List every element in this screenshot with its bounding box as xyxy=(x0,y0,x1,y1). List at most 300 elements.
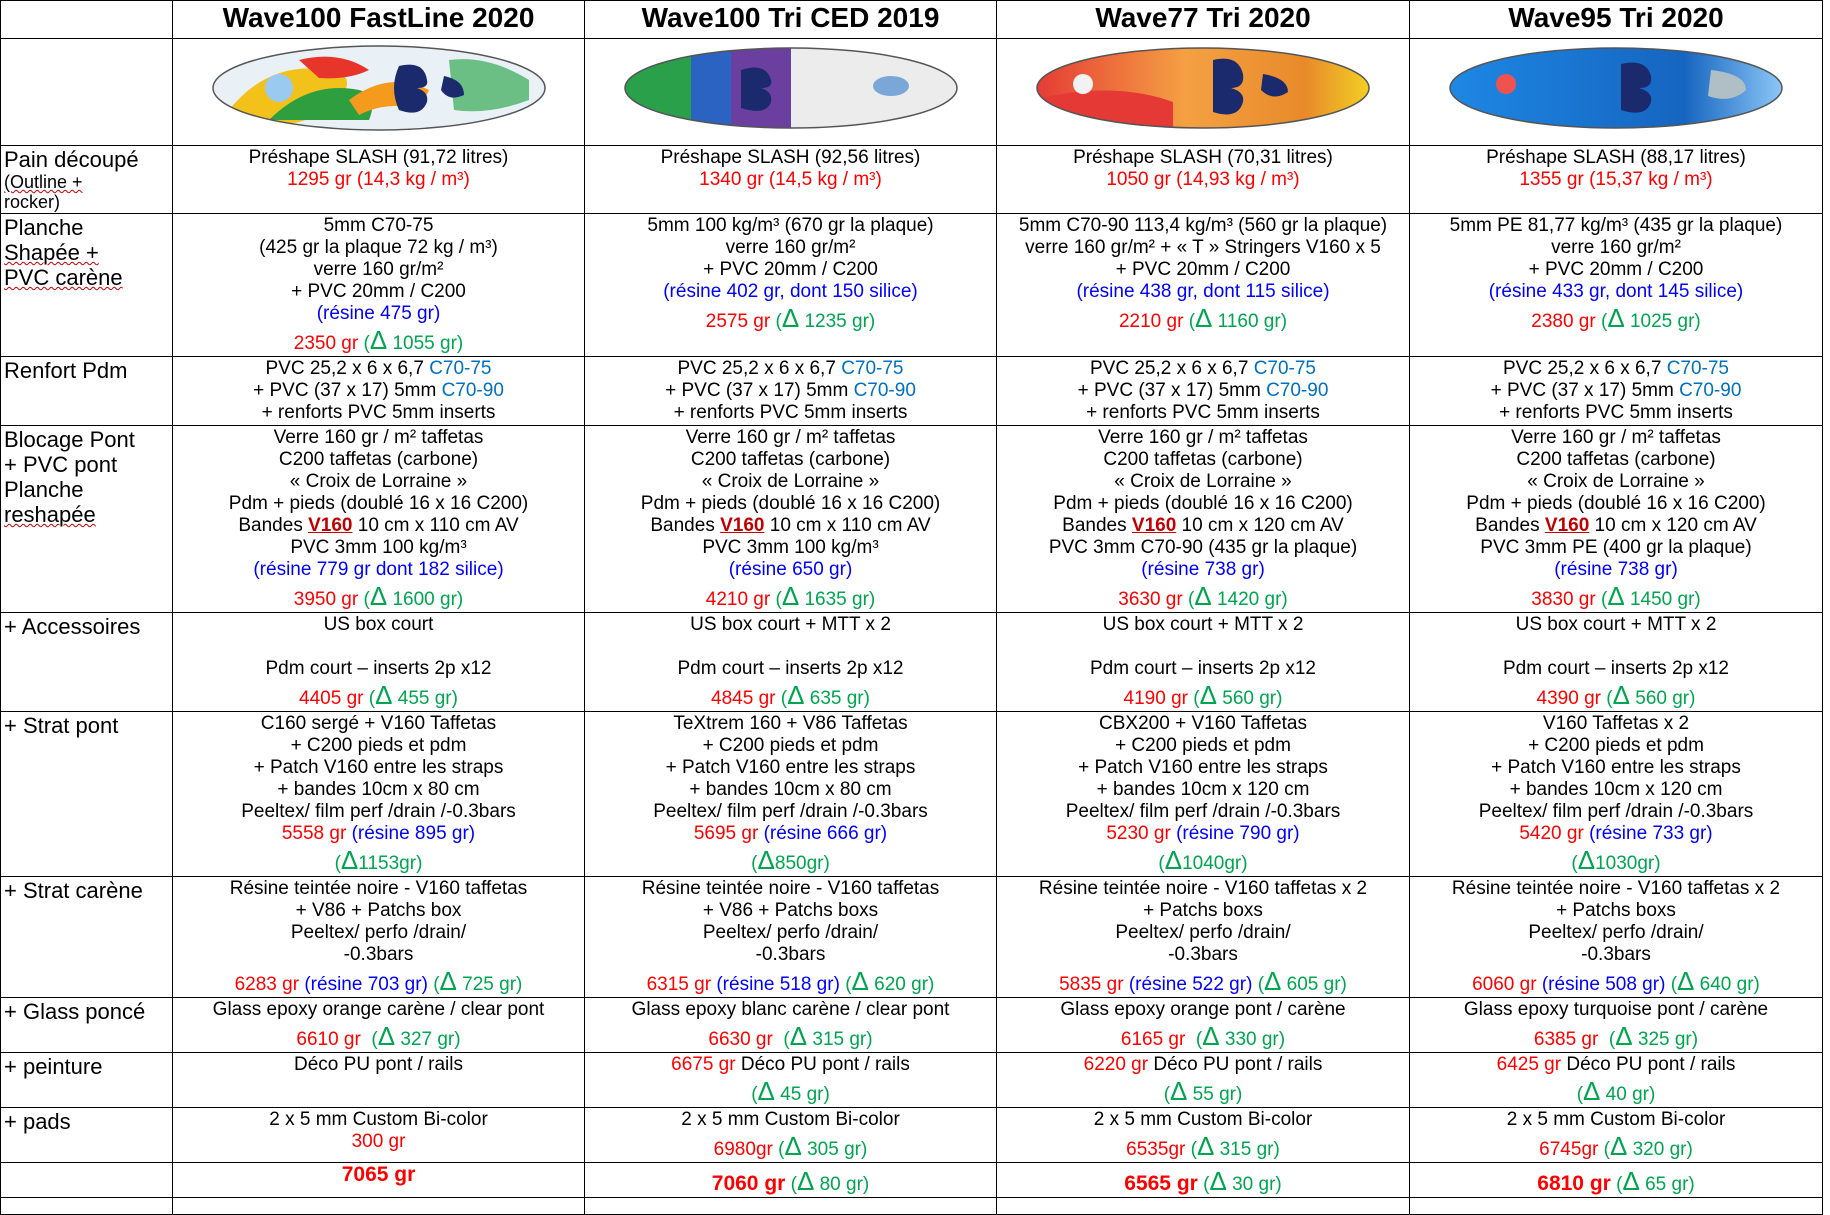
cell-r5-4: US box court + MTT x 2 Pdm court – inserts 2p x12 4390 gr (Δ 560 gr) xyxy=(1410,613,1823,712)
spec-line: 2 x 5 mm Custom Bi-color xyxy=(1093,1109,1313,1130)
spec-line: C160 sergé + V160 Taffetas xyxy=(260,713,497,734)
resin-value: (résine 438 gr, dont 115 silice) xyxy=(1076,281,1330,302)
label-line: PVC carène xyxy=(4,265,123,290)
delta-icon: Δ xyxy=(369,325,388,355)
spec-line: US box court + MTT x 2 xyxy=(1102,614,1304,635)
spec-highlight: C70-90 xyxy=(853,380,916,401)
spec-line: Bandes xyxy=(1062,515,1132,536)
spec-highlight: V160 xyxy=(1131,515,1177,536)
delta-icon: Δ xyxy=(789,1021,808,1051)
cell-total-4: 6810 gr (Δ 65 gr) xyxy=(1410,1163,1823,1198)
cell-r5-3: US box court + MTT x 2 Pdm court – inserts 2p x12 4190 gr (Δ 560 gr) xyxy=(997,613,1410,712)
delta-value: 640 gr xyxy=(1699,974,1754,995)
spec-line: 10 cm x 110 cm AV xyxy=(352,515,519,536)
cell-r8-1: Glass epoxy orange carène / clear pont 6610 gr (Δ 327 gr) xyxy=(173,998,585,1053)
weight-value: 6385 gr xyxy=(1533,1029,1599,1050)
cell-r2-3: 5mm C70-90 113,4 kg/m³ (560 gr la plaque) verre 160 gr/m² + « T » Stringers V160 x 5 + PVC 20mm / C200 (résine 438 gr, dont 115 silice) 2210 gr (Δ 1160 gr) xyxy=(997,214,1410,357)
delta-value: 1030gr xyxy=(1595,853,1655,874)
delta-icon: Δ xyxy=(377,1021,396,1051)
cell-r4-4: Verre 160 gr / m² taffetas C200 taffetas (carbone) « Croix de Lorraine » Pdm + pieds (doublé 16 x 16 C200) Bandes V160 10 cm x 120 cm AV PVC 3mm PE (400 gr la plaque) (résine 738 gr) 3830 gr (Δ 1450 gr) xyxy=(1410,426,1823,613)
total-weight: 6565 gr xyxy=(1124,1172,1198,1195)
spec-line: « Croix de Lorraine » xyxy=(289,471,468,492)
delta-icon: Δ xyxy=(1609,1131,1628,1161)
delta-value: 725 gr xyxy=(462,974,517,995)
cell-r2-2: 5mm 100 kg/m³ (670 gr la plaque) verre 160 gr/m² + PVC 20mm / C200 (résine 402 gr, dont 150 silice) 2575 gr (Δ 1235 gr) xyxy=(585,214,997,357)
label-pads: + pads xyxy=(1,1108,173,1163)
delta-icon: Δ xyxy=(784,1131,802,1161)
empty-cell xyxy=(1,1198,173,1215)
spec-line: US box court + MTT x 2 xyxy=(690,614,891,635)
spec-line: C200 taffetas (carbone) xyxy=(278,449,479,470)
spec-line: (425 gr la plaque 72 kg / m³) xyxy=(259,237,498,258)
spec-line: + V86 + Patchs boxs xyxy=(702,900,879,921)
cell-total-2: 7060 gr (Δ 80 gr) xyxy=(585,1163,997,1198)
resin-value: (résine 433 gr, dont 145 silice) xyxy=(1488,281,1744,302)
spec-line: -0.3bars xyxy=(755,944,826,965)
delta-value: 45 gr xyxy=(780,1084,824,1105)
cell-r10-3: 2 x 5 mm Custom Bi-color 6535gr (Δ 315 gr) xyxy=(997,1108,1410,1163)
delta-icon: Δ xyxy=(781,581,800,611)
weight-value: 2210 gr xyxy=(1118,311,1184,332)
spec-line: Bandes xyxy=(650,515,721,536)
cell-r1-2 xyxy=(585,146,997,214)
spec-line: PVC 25,2 x 6 x 6,7 xyxy=(1089,358,1254,379)
delta-icon: Δ xyxy=(1199,680,1217,710)
cell-total-3: 6565 gr (Δ 30 gr) xyxy=(997,1163,1410,1198)
weight-value: 4390 gr xyxy=(1536,688,1601,709)
weight-value: 6220 gr xyxy=(1083,1054,1149,1075)
spec-highlight: C70-75 xyxy=(841,358,904,379)
spec-line: Peeltex/ perfo /drain/ xyxy=(1115,922,1291,943)
spec-line: + renforts PVC 5mm inserts xyxy=(1499,402,1733,423)
cell-r9-1 xyxy=(173,1053,585,1108)
spec-line: + C200 pieds et pdm xyxy=(702,735,879,756)
delta-icon: Δ xyxy=(1194,581,1212,611)
spec-line: verre 160 gr/m² + « T » Stringers V160 x 5 xyxy=(1025,237,1381,258)
cell-r10-4: 2 x 5 mm Custom Bi-color 6745gr (Δ 320 gr) xyxy=(1410,1108,1823,1163)
label-strat-pont: + Strat pont xyxy=(1,712,173,877)
total-weight: 6810 gr xyxy=(1537,1172,1611,1195)
row-strat-carene xyxy=(1,877,1823,998)
cell-r9-2: 6675 gr Déco PU pont / rails (Δ 45 gr) xyxy=(585,1053,997,1108)
board-title-4: Wave95 Tri 2020 xyxy=(1410,1,1823,39)
weight-value: 6630 gr xyxy=(708,1029,773,1050)
delta-value: 560 gr xyxy=(1222,688,1277,709)
label-strat-carene: + Strat carène xyxy=(1,877,173,998)
spec-line: verre 160 gr/m² xyxy=(313,259,444,280)
spec-line: + bandes 10cm x 120 cm xyxy=(1509,779,1723,800)
spec-line: Déco PU pont / rails xyxy=(735,1054,910,1075)
delta-icon: Δ xyxy=(1164,845,1183,875)
row-strat-pont xyxy=(1,712,1823,877)
cell-r7-1: Résine teintée noire - V160 taffetas + V86 + Patchs box Peeltex/ perfo /drain/ -0.3bars 6283 gr (résine 703 gr) (Δ 725 gr) xyxy=(173,877,585,998)
row-empty-bottom xyxy=(1,1198,1823,1215)
spec-line: + Patchs boxs xyxy=(1556,900,1676,921)
spec-line: Bandes xyxy=(238,515,309,536)
spec-line: verre 160 gr/m² xyxy=(1551,237,1681,258)
row-peinture xyxy=(1,1053,1823,1108)
cell-r4-1: Verre 160 gr / m² taffetas C200 taffetas (carbone) « Croix de Lorraine » Pdm + pieds (doublé 16 x 16 C200) Bandes V160 10 cm x 110 cm AV PVC 3mm 100 kg/m³ (résine 779 gr dont 182 silice) 3950 gr (Δ 1600 gr) xyxy=(173,426,585,613)
delta-icon: Δ xyxy=(1196,1131,1215,1161)
label-line: reshapée xyxy=(4,502,96,527)
spec-line: Peeltex/ perfo /drain/ xyxy=(702,922,879,943)
delta-value: 560 gr xyxy=(1635,688,1690,709)
spec-highlight: C70-75 xyxy=(1666,358,1730,379)
spec-line: Pdm court – inserts 2p x12 xyxy=(265,658,492,679)
spec-line: + PVC (37 x 17) 5mm xyxy=(1077,380,1267,401)
delta-value: 635 gr xyxy=(809,688,864,709)
cell-r2-4: 5mm PE 81,77 kg/m³ (435 gr la plaque) verre 160 gr/m² + PVC 20mm / C200 (résine 433 gr, dont 145 silice) 2380 gr (Δ 1025 gr) xyxy=(1410,214,1823,357)
empty-cell xyxy=(997,1198,1410,1215)
delta-value: 315 gr xyxy=(1219,1139,1274,1160)
delta-icon: Δ xyxy=(369,581,388,611)
spec-line: PVC 25,2 x 6 x 6,7 xyxy=(677,358,842,379)
image-row xyxy=(1,39,1823,146)
spec-line: + bandes 10cm x 80 cm xyxy=(689,779,892,800)
label-line: Planche xyxy=(4,477,84,502)
resin-value: (résine 790 gr) xyxy=(1176,823,1300,844)
spec-line: + Patch V160 entre les straps xyxy=(1491,757,1741,778)
spec-line: CBX200 + V160 Taffetas xyxy=(1099,713,1307,734)
spec-line: C200 taffetas (carbone) xyxy=(1516,449,1716,470)
delta-value: 320 gr xyxy=(1632,1139,1687,1160)
spec-highlight: V160 xyxy=(720,515,765,536)
cell-r6-2: TeXtrem 160 + V86 Taffetas + C200 pieds et pdm + Patch V160 entre les straps + bandes 10cm x 80 cm Peeltex/ film perf /drain /-0.3bars 5695 gr (résine 666 gr) (Δ850gr) xyxy=(585,712,997,877)
preshape-text: Préshape SLASH (70,31 litres) xyxy=(1073,147,1333,168)
spec-line: + renforts PVC 5mm inserts xyxy=(673,402,908,423)
spec-line: Résine teintée noire - V160 taffetas x 2 xyxy=(1451,878,1781,899)
resin-value: (résine 738 gr) xyxy=(1141,559,1265,580)
delta-icon: Δ xyxy=(1202,1021,1220,1051)
label-peinture: + peinture xyxy=(1,1053,173,1108)
row-pain-decoupe xyxy=(1,146,1823,214)
spec-line: + PVC 20mm / C200 xyxy=(1528,259,1704,280)
spec-line: + PVC (37 x 17) 5mm xyxy=(1490,380,1680,401)
label-total xyxy=(1,1163,173,1198)
spec-line: 10 cm x 120 cm AV xyxy=(1176,515,1344,536)
cell-r8-2: Glass epoxy blanc carène / clear pont 6630 gr (Δ 315 gr) xyxy=(585,998,997,1053)
spec-line: Résine teintée noire - V160 taffetas xyxy=(641,878,940,899)
delta-value: 1153gr xyxy=(358,853,417,874)
delta-value: 325 gr xyxy=(1637,1029,1692,1050)
resin-value: (résine 779 gr dont 182 silice) xyxy=(253,559,504,580)
cell-total-1 xyxy=(173,1163,585,1198)
spec-line: 5mm C70-75 xyxy=(323,215,434,236)
cell-r6-4: V160 Taffetas x 2 + C200 pieds et pdm + Patch V160 entre les straps + bandes 10cm x 120 cm Peeltex/ film perf /drain /-0.3bars 5420 gr (résine 733 gr) (Δ1030gr) xyxy=(1410,712,1823,877)
spec-line: + renforts PVC 5mm inserts xyxy=(1086,402,1320,423)
cell-r2-1: 5mm C70-75 (425 gr la plaque 72 kg / m³) verre 160 gr/m² + PVC 20mm / C200 (résine 475 gr) 2350 gr (Δ 1055 gr) xyxy=(173,214,585,357)
empty-cell xyxy=(1410,1198,1823,1215)
spec-line: PVC 25,2 x 6 x 6,7 xyxy=(265,358,430,379)
spec-line: PVC 3mm 100 kg/m³ xyxy=(290,537,467,558)
delta-value: 1025 gr xyxy=(1629,311,1695,332)
board-4-illustration xyxy=(1446,40,1786,136)
board-image-2 xyxy=(585,39,997,146)
spec-line: + PVC 20mm / C200 xyxy=(291,281,466,302)
total-weight: 7065 gr xyxy=(341,1163,416,1186)
spec-line: verre 160 gr/m² xyxy=(725,237,856,258)
weight-value: 1355 gr (15,37 kg / m³) xyxy=(1519,169,1713,190)
spec-highlight: C70-90 xyxy=(1679,380,1742,401)
spec-line: V160 Taffetas x 2 xyxy=(1542,713,1690,734)
board-title-2: Wave100 Tri CED 2019 xyxy=(585,1,997,39)
weight-value: 1295 gr (14,3 kg / m³) xyxy=(287,169,470,190)
delta-icon: Δ xyxy=(1264,966,1282,996)
spec-line: -0.3bars xyxy=(1168,944,1238,965)
spec-line: Verre 160 gr / m² taffetas xyxy=(1098,427,1308,448)
spec-line: Déco PU pont / rails xyxy=(1148,1054,1323,1075)
board-title-3: Wave77 Tri 2020 xyxy=(997,1,1410,39)
spec-line: + V86 + Patchs box xyxy=(295,900,462,921)
spec-line: + PVC 20mm / C200 xyxy=(703,259,878,280)
cell-r8-4: Glass epoxy turquoise pont / carène 6385 gr (Δ 325 gr) xyxy=(1410,998,1823,1053)
cell-r5-1: US box court Pdm court – inserts 2p x12 4405 gr (Δ 455 gr) xyxy=(173,613,585,712)
row-renfort-pdm xyxy=(1,357,1823,426)
resin-value: (résine 522 gr) xyxy=(1128,974,1253,995)
delta-value: 65 gr xyxy=(1645,1174,1689,1195)
spec-line: + renforts PVC 5mm inserts xyxy=(261,402,496,423)
delta-value: 1055 gr xyxy=(392,333,457,354)
resin-value: (résine 508 gr) xyxy=(1541,974,1666,995)
label-line: Planche xyxy=(4,215,84,240)
image-label-cell xyxy=(1,39,173,146)
cell-r9-3: 6220 gr Déco PU pont / rails (Δ 55 gr) xyxy=(997,1053,1410,1108)
row-accessoires xyxy=(1,613,1823,712)
delta-icon: Δ xyxy=(375,680,393,710)
delta-icon: Δ xyxy=(1583,1076,1601,1106)
cell-r7-2: Résine teintée noire - V160 taffetas + V86 + Patchs boxs Peeltex/ perfo /drain/ -0.3bars 6315 gr (résine 518 gr) (Δ 620 gr) xyxy=(585,877,997,998)
weight-value: 6980gr xyxy=(713,1139,773,1160)
weight-value: 6745gr xyxy=(1539,1139,1599,1160)
label-line: + PVC pont xyxy=(4,452,118,477)
delta-icon: Δ xyxy=(796,1166,815,1196)
spec-line: Verre 160 gr / m² taffetas xyxy=(685,427,896,448)
label-line: (Outline + xyxy=(4,172,83,192)
row-pads xyxy=(1,1108,1823,1163)
spec-highlight: V160 xyxy=(308,515,353,536)
delta-icon: Δ xyxy=(1622,1166,1640,1196)
spec-line: 2 x 5 mm Custom Bi-color xyxy=(681,1109,900,1130)
resin-value: (résine 650 gr) xyxy=(728,559,853,580)
spec-line: + bandes 10cm x 80 cm xyxy=(277,779,480,800)
weight-value: 2380 gr xyxy=(1531,311,1596,332)
spec-line: -0.3bars xyxy=(1581,944,1651,965)
delta-value: 620 gr xyxy=(874,974,929,995)
cell-r10-1 xyxy=(173,1108,585,1163)
label-line: rocker) xyxy=(4,192,61,212)
delta-value: 1235 gr xyxy=(804,311,869,332)
spec-line: US box court + MTT x 2 xyxy=(1515,614,1717,635)
weight-value: 4190 gr xyxy=(1123,688,1188,709)
delta-value: 80 gr xyxy=(819,1174,863,1195)
label-line: Shapée + xyxy=(4,240,99,265)
spec-highlight: V160 xyxy=(1544,515,1590,536)
cell-r1-4 xyxy=(1410,146,1823,214)
resin-value: (résine 475 gr) xyxy=(316,303,441,324)
label-pain-decoupe xyxy=(1,146,173,214)
cell-r8-3: Glass epoxy orange pont / carène 6165 gr (Δ 330 gr) xyxy=(997,998,1410,1053)
spec-line: 10 cm x 110 cm AV xyxy=(764,515,931,536)
cell-r3-3 xyxy=(997,357,1410,426)
weight-value: 4405 gr xyxy=(299,688,364,709)
cell-r7-4: Résine teintée noire - V160 taffetas x 2 + Patchs boxs Peeltex/ perfo /drain/ -0.3bars 6060 gr (résine 508 gr) (Δ 640 gr) xyxy=(1410,877,1823,998)
spec-line: 2 x 5 mm Custom Bi-color xyxy=(1506,1109,1726,1130)
spec-line: Pdm + pieds (doublé 16 x 16 C200) xyxy=(1053,493,1353,514)
board-3-illustration xyxy=(1033,40,1373,136)
delta-value: 1040gr xyxy=(1182,853,1242,874)
delta-icon: Δ xyxy=(787,680,805,710)
label-renfort-pdm: Renfort Pdm xyxy=(1,357,173,426)
spec-line: Résine teintée noire - V160 taffetas x 2 xyxy=(1038,878,1368,899)
delta-icon: Δ xyxy=(340,845,359,875)
label-line: Pain découpé xyxy=(4,147,139,172)
spec-line: + bandes 10cm x 120 cm xyxy=(1096,779,1310,800)
delta-value: 315 gr xyxy=(812,1029,867,1050)
spec-highlight: C70-90 xyxy=(1266,380,1329,401)
spec-line: + Patchs boxs xyxy=(1143,900,1263,921)
weight-value: 6060 gr xyxy=(1472,974,1537,995)
spec-line: 5mm C70-90 113,4 kg/m³ (560 gr la plaque) xyxy=(1018,215,1388,236)
spec-line: C200 taffetas (carbone) xyxy=(690,449,891,470)
delta-icon: Δ xyxy=(781,303,800,333)
spec-line: Peeltex/ film perf /drain /-0.3bars xyxy=(653,801,928,822)
cell-r9-4: 6425 gr Déco PU pont / rails (Δ 40 gr) xyxy=(1410,1053,1823,1108)
spec-line: Pdm court – inserts 2p x12 xyxy=(1503,658,1729,679)
delta-value: 55 gr xyxy=(1192,1084,1236,1105)
spec-highlight: C70-90 xyxy=(441,380,504,401)
delta-value: 305 gr xyxy=(807,1139,861,1160)
empty-cell xyxy=(173,1198,585,1215)
cell-r3-4 xyxy=(1410,357,1823,426)
spec-line: -0.3bars xyxy=(343,944,414,965)
spec-line: PVC 3mm C70-90 (435 gr la plaque) xyxy=(1048,537,1358,558)
preshape-text: Préshape SLASH (88,17 litres) xyxy=(1486,147,1746,168)
delta-icon: Δ xyxy=(1607,581,1625,611)
cell-r1-1 xyxy=(173,146,585,214)
label-blocage-pont xyxy=(1,426,173,613)
delta-icon: Δ xyxy=(439,966,457,996)
cell-r4-2: Verre 160 gr / m² taffetas C200 taffetas (carbone) « Croix de Lorraine » Pdm + pieds (doublé 16 x 16 C200) Bandes V160 10 cm x 110 cm AV PVC 3mm 100 kg/m³ (résine 650 gr) 4210 gr (Δ 1635 gr) xyxy=(585,426,997,613)
resin-value: (résine 518 gr) xyxy=(716,974,840,995)
delta-icon: Δ xyxy=(1209,1166,1227,1196)
spec-line: 10 cm x 120 cm AV xyxy=(1589,515,1757,536)
spec-line: US box court xyxy=(323,614,434,635)
cell-r4-3: Verre 160 gr / m² taffetas C200 taffetas (carbone) « Croix de Lorraine » Pdm + pieds (doublé 16 x 16 C200) Bandes V160 10 cm x 120 cm AV PVC 3mm C70-90 (435 gr la plaque) (résine 738 gr) 3630 gr (Δ 1420 gr) xyxy=(997,426,1410,613)
delta-value: 455 gr xyxy=(397,688,452,709)
row-total xyxy=(1,1163,1823,1198)
delta-icon: Δ xyxy=(1195,303,1213,333)
weight-value: 1340 gr (14,5 kg / m³) xyxy=(699,169,882,190)
weight-value: 300 gr xyxy=(351,1131,406,1152)
spec-line: Pdm court – inserts 2p x12 xyxy=(677,658,904,679)
weight-value: 1050 gr (14,93 kg / m³) xyxy=(1106,169,1300,190)
weight-value: 6535gr xyxy=(1126,1139,1186,1160)
spec-line: + PVC (37 x 17) 5mm xyxy=(253,380,442,401)
delta-icon: Δ xyxy=(1607,303,1625,333)
delta-value: 40 gr xyxy=(1605,1084,1649,1105)
delta-icon: Δ xyxy=(851,966,869,996)
weight-value: 6315 gr xyxy=(646,974,712,995)
total-weight: 7060 gr xyxy=(711,1172,786,1195)
spec-line: Déco PU pont / rails xyxy=(294,1054,463,1075)
spec-line: 2 x 5 mm Custom Bi-color xyxy=(269,1109,488,1130)
cell-r3-2 xyxy=(585,357,997,426)
cell-r10-2: 2 x 5 mm Custom Bi-color 6980gr (Δ 305 gr) xyxy=(585,1108,997,1163)
row-planche-shapee xyxy=(1,214,1823,357)
spec-line: Glass epoxy orange carène / clear pont xyxy=(212,999,545,1020)
weight-value: 5695 gr xyxy=(693,823,759,844)
delta-icon: Δ xyxy=(1577,845,1596,875)
board-title-1: Wave100 FastLine 2020 xyxy=(173,1,585,39)
header-row xyxy=(1,1,1823,39)
board-image-4 xyxy=(1410,39,1823,146)
resin-value: (résine 666 gr) xyxy=(763,823,888,844)
weight-value: 2350 gr xyxy=(293,333,359,354)
resin-value: (résine 738 gr) xyxy=(1554,559,1678,580)
spec-line: + Patch V160 entre les straps xyxy=(253,757,504,778)
board-2-illustration xyxy=(621,40,961,136)
cell-r3-1 xyxy=(173,357,585,426)
spec-line: TeXtrem 160 + V86 Taffetas xyxy=(673,713,908,734)
empty-cell xyxy=(585,1198,997,1215)
preshape-text: Préshape SLASH (91,72 litres) xyxy=(248,147,509,168)
spec-line: Peeltex/ perfo /drain/ xyxy=(1528,922,1704,943)
delta-icon: Δ xyxy=(757,845,775,875)
delta-icon: Δ xyxy=(1170,1076,1188,1106)
board-1-illustration xyxy=(209,40,549,136)
spec-line: + Patch V160 entre les straps xyxy=(1078,757,1328,778)
spec-line: + Patch V160 entre les straps xyxy=(665,757,916,778)
weight-value: 5558 gr xyxy=(281,823,347,844)
spec-line: Glass epoxy blanc carène / clear pont xyxy=(631,999,950,1020)
delta-icon: Δ xyxy=(1612,680,1630,710)
resin-value: (résine 703 gr) xyxy=(304,974,428,995)
cell-r7-3: Résine teintée noire - V160 taffetas x 2 + Patchs boxs Peeltex/ perfo /drain/ -0.3bars 5835 gr (résine 522 gr) (Δ 605 gr) xyxy=(997,877,1410,998)
spec-line: Bandes xyxy=(1475,515,1545,536)
weight-value: 6165 gr xyxy=(1120,1029,1186,1050)
delta-value: 850gr xyxy=(774,853,824,874)
resin-value: (résine 402 gr, dont 150 silice) xyxy=(663,281,918,302)
delta-value: 327 gr xyxy=(400,1029,455,1050)
label-planche-shapee xyxy=(1,214,173,357)
spec-line: Verre 160 gr / m² taffetas xyxy=(1511,427,1721,448)
spec-line: + PVC (37 x 17) 5mm xyxy=(665,380,854,401)
weight-value: 6610 gr xyxy=(296,1029,361,1050)
spec-line: Verre 160 gr / m² taffetas xyxy=(273,427,484,448)
cell-r1-3 xyxy=(997,146,1410,214)
delta-value: 605 gr xyxy=(1286,974,1341,995)
spec-line: PVC 3mm PE (400 gr la plaque) xyxy=(1480,537,1752,558)
weight-value: 4845 gr xyxy=(711,688,776,709)
weight-value: 5420 gr xyxy=(1519,823,1584,844)
cell-r6-3: CBX200 + V160 Taffetas + C200 pieds et pdm + Patch V160 entre les straps + bandes 10cm x 120 cm Peeltex/ film perf /drain /-0.3bars 5230 gr (résine 790 gr) (Δ1040gr) xyxy=(997,712,1410,877)
weight-value: 3630 gr xyxy=(1118,589,1183,610)
delta-value: 1160 gr xyxy=(1217,311,1281,332)
spec-line: 5mm PE 81,77 kg/m³ (435 gr la plaque) xyxy=(1449,215,1783,236)
preshape-text: Préshape SLASH (92,56 litres) xyxy=(660,147,921,168)
weight-value: 4210 gr xyxy=(705,589,771,610)
cell-r6-1: C160 sergé + V160 Taffetas + C200 pieds et pdm + Patch V160 entre les straps + bandes 10cm x 80 cm Peeltex/ film perf /drain /-0.3bars 5558 gr (résine 895 gr) (Δ1153gr) xyxy=(173,712,585,877)
spec-line: PVC 25,2 x 6 x 6,7 xyxy=(1502,358,1667,379)
delta-value: 1450 gr xyxy=(1629,589,1695,610)
spec-line: « Croix de Lorraine » xyxy=(1527,471,1705,492)
board-image-1 xyxy=(173,39,585,146)
board-image-3 xyxy=(997,39,1410,146)
weight-value: 6425 gr xyxy=(1496,1054,1562,1075)
cell-r5-2: US box court + MTT x 2 Pdm court – inserts 2p x12 4845 gr (Δ 635 gr) xyxy=(585,613,997,712)
spec-line: 5mm 100 kg/m³ (670 gr la plaque) xyxy=(647,215,934,236)
spec-line: Résine teintée noire - V160 taffetas xyxy=(229,878,528,899)
